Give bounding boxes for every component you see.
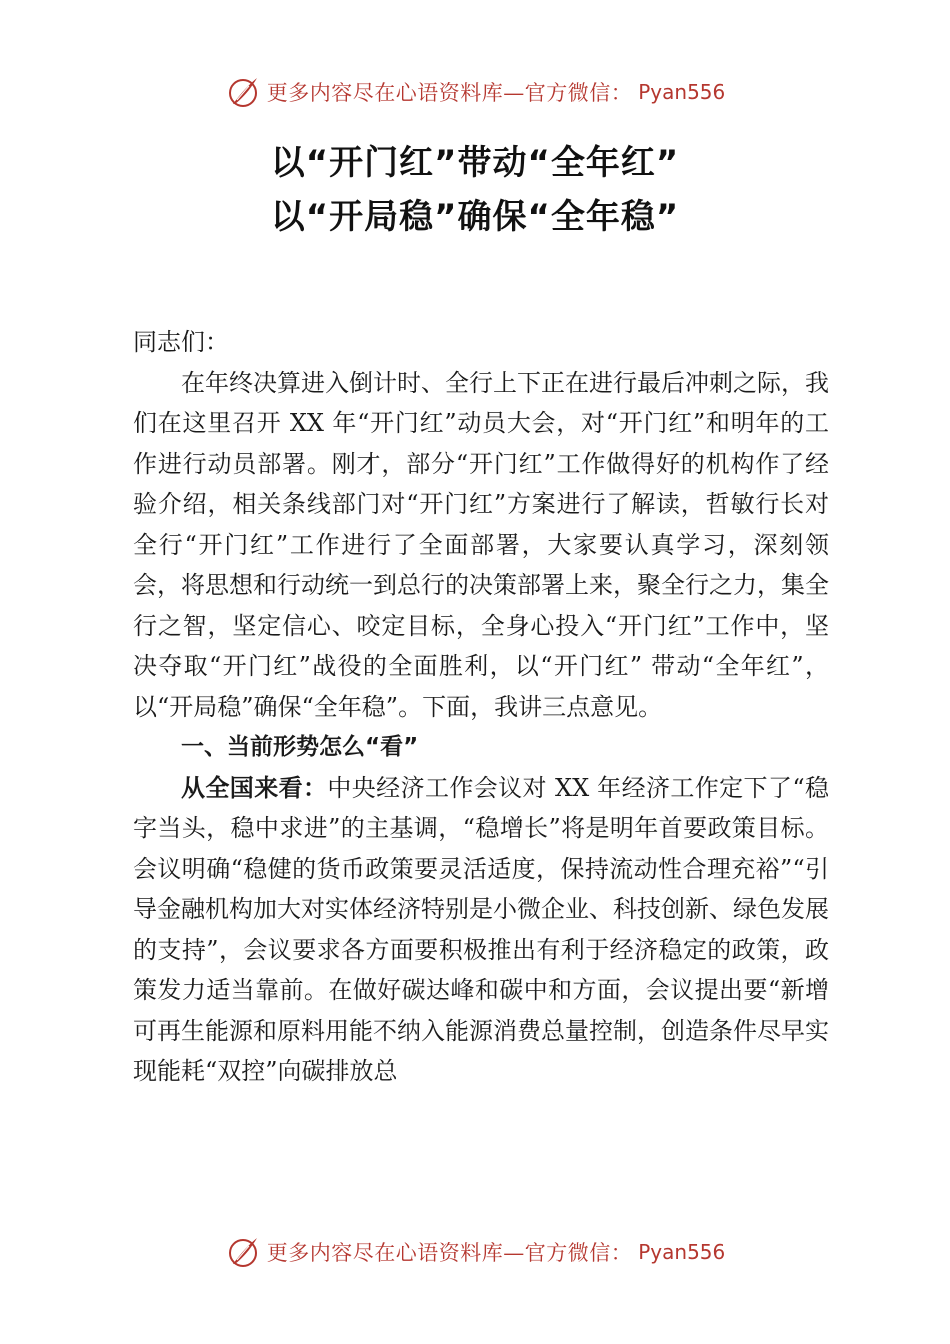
paragraph-intro: 在年终决算进入倒计时、全行上下正在进行最后冲刺之际，我们在这里召开 XX 年“开门红”动员大会，对“开门红”和明年的工作进行动员部署。刚才，部分“开门红”工作做得好的机构作了经验介绍，相关条线部门对“开门红”方案进行了解读，哲敏行长对全行“开门红”工作进行了全面部署，大家要认真学习，深刻领会，将思想和行动统一到总行的决策部署上来，聚全行之力，集全行之智，坚定信心、咬定目标，全身心投入“开门红”工作中，坚决夺取“开门红”战役的全面胜利，以“开门红” 带动“全年红”，以“开局稳”确保“全年稳”。下面，我讲三点意见。: [133, 368, 829, 721]
watermark-text: 更多内容尽在心语资料库—官方微信：: [266, 81, 633, 105]
feather-logo-icon: [225, 1234, 261, 1270]
watermark-footer: [0, 1234, 950, 1270]
page-title-line-2: 以“开局稳”确保“全年稳”: [270, 197, 680, 237]
watermark-wechat-id: Pyan556: [638, 80, 726, 104]
watermark-text: 更多内容尽在心语资料库—官方微信：: [266, 1241, 633, 1265]
paragraph-lead: 从全国来看：: [181, 773, 328, 802]
paragraph-national-text: 中央经济工作会议对 XX 年经济工作定下了“稳字当头，稳中求进”的主基调，“稳增长”将是明年首要政策目标。会议明确“稳健的货币政策要灵活适度，保持流动性合理充裕”“引导金融机构加大对实体经济特别是小微企业、科技创新、绿色发展的支持”，会议要求各方面要积极推出有利于经济稳定的政策，政策发力适当靠前。在做好碳达峰和碳中和方面，会议提出要“新增可再生能源和原料用能不纳入能源消费总量控制，创造条件尽早实现能耗“双控”向碳排放总: [133, 773, 830, 1085]
document-body: [133, 322, 829, 1092]
paragraph-national: [133, 768, 829, 1092]
section-heading-1: 一、当前形势怎么“看”: [181, 734, 419, 760]
watermark-header: [0, 74, 950, 110]
feather-logo-icon: [225, 74, 261, 110]
watermark-wechat-id: Pyan556: [638, 1240, 726, 1264]
salutation: 同志们：: [133, 328, 229, 356]
page-title-line-1: 以“开门红”带动“全年红”: [270, 143, 680, 183]
